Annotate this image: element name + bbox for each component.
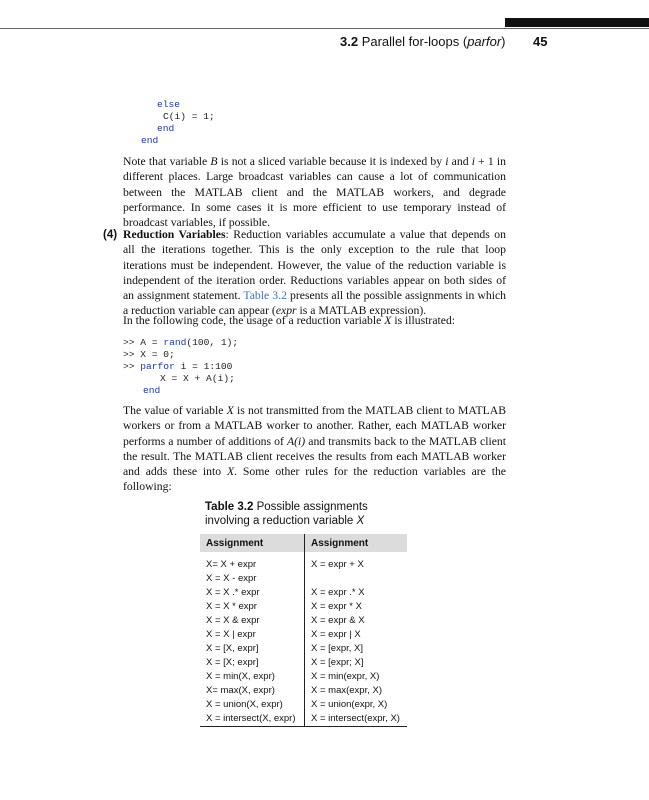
code-line: >> parfor i = 1:100: [123, 361, 233, 372]
table-row: X= X + expr X = expr + X: [200, 552, 407, 572]
code-line: C(i) = 1;: [163, 111, 215, 122]
table-row: X = X .* expr X = expr .* X: [200, 586, 407, 600]
list-number: (4): [103, 229, 118, 241]
code-line: >> A = rand(100, 1);: [123, 337, 239, 348]
code-line: end: [157, 123, 175, 134]
code-line: end: [141, 135, 159, 146]
code-line: X = X + A(i);: [160, 373, 235, 384]
paragraph-reduction: Reduction Variables: Reduction variables accumulate a value that depends on all the iterations together. This is the only exception to the rule that loop iterations must be independent. However, the value of the reduction variable is independent of the iteration order. Reductions variables appear on both sides of an assignment statement. Table 3.2 presents all the possible assignments in which a reduction variable can appear (expr is a MATLAB expression).: [123, 228, 506, 318]
table-row: X = X | expr X = expr | X: [200, 628, 407, 642]
assignments-table: [200, 534, 407, 727]
header-rule: [0, 28, 649, 29]
page-number: 45: [533, 34, 548, 49]
code-line: >> X = 0;: [123, 349, 175, 360]
column-header: Assignment: [200, 534, 305, 552]
section-number: 3.2: [340, 34, 359, 49]
table-link[interactable]: Table 3.2: [243, 289, 287, 303]
table-row: X= max(X, expr) X = max(expr, X): [200, 684, 407, 698]
section-title: Parallel for-loops (parfor): [361, 34, 506, 49]
table-row: X = min(X, expr) X = min(expr, X): [200, 670, 407, 684]
table-row: X = intersect(X, expr) X = intersect(expr, X): [200, 712, 407, 727]
paragraph-broadcast: Note that variable B is not a sliced variable because it is indexed by i and i + 1 in different places. Large broadcast variables can cause a lot of communication between the MATLAB client and the MATLAB workers, and degrade performance. In some cases it is more efficient to use temporary instead of broadcast variables, if possible.: [123, 155, 507, 230]
column-header: Assignment: [305, 534, 408, 552]
table-row: X = X * expr X = expr * X: [200, 600, 407, 614]
table-row: X = [X; expr] X = [expr; X]: [200, 656, 407, 670]
header-bar: [505, 18, 649, 27]
code-line: end: [143, 385, 161, 396]
table-row: X = X - expr: [200, 572, 407, 586]
table-caption: Table 3.2 Possible assignments involving a reduction variable X: [205, 501, 368, 527]
paragraph-reduction-explain: The value of variable X is not transmitted from the MATLAB client to MATLAB workers or from a MATLAB worker to another. Rather, each MATLAB worker performs a number of additions of A(i) and transmits back to the MATLAB client the result. The MATLAB client receives the results from each MATLAB worker and adds these into X. Some other rules for the reduction variables are the following:: [123, 404, 506, 494]
table-row: X = union(X, expr) X = union(expr, X): [200, 698, 407, 712]
running-head: [340, 34, 548, 49]
table-row: X = X & expr X = expr & X: [200, 614, 407, 628]
table-row: X = [X, expr] X = [expr, X]: [200, 642, 407, 656]
paragraph-code-intro: In the following code, the usage of a reduction variable X is illustrated:: [123, 314, 456, 327]
code-line: else: [157, 99, 181, 110]
